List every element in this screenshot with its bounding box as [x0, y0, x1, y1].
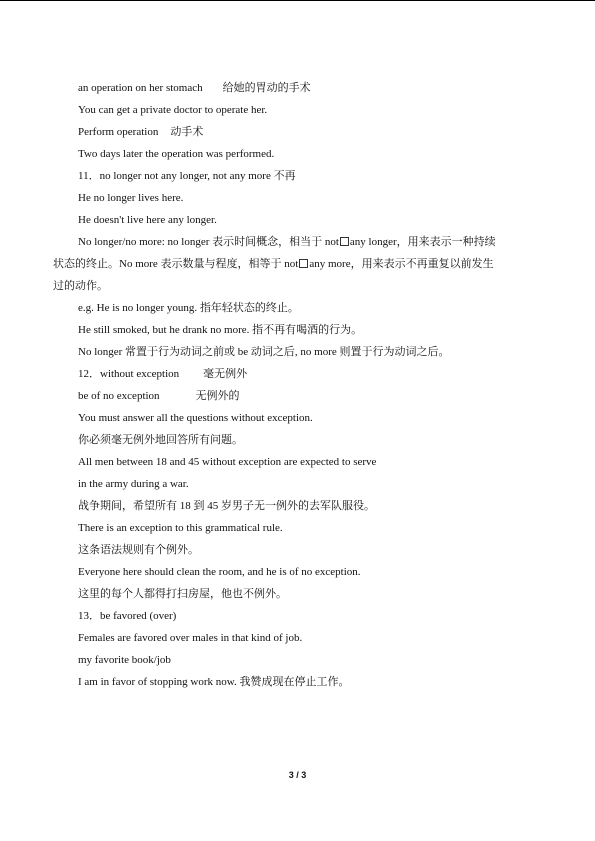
text-line: Two days later the operation was performed.	[78, 148, 275, 160]
text-line: 这里的每个人都得打扫房屋，他也不例外。	[78, 588, 287, 600]
text-line: Perform operation 动手术	[78, 126, 204, 138]
section-heading: 12．without exception 毫无例外	[78, 368, 248, 380]
section-heading: 11．no longer not any longer, not any more 不再	[78, 170, 296, 182]
text-line: All men between 18 and 45 without exception are expected to serve	[78, 456, 377, 468]
text-line: He still smoked, but he drank no more. 指不再有喝酒的行为。	[78, 324, 363, 336]
text-line: an operation on her stomach 给她的胃动的手术	[78, 82, 311, 94]
text-line: 这条语法规则有个例外。	[78, 544, 199, 556]
text-line: Everyone here should clean the room, and he is of no exception.	[78, 566, 361, 578]
text-line: You can get a private doctor to operate her.	[78, 104, 268, 116]
text-line: 过的动作。	[53, 280, 108, 292]
text-line: There is an exception to this grammatical rule.	[78, 522, 283, 534]
section-heading: 13．be favored (over)	[78, 610, 177, 622]
text-line: You must answer all the questions without exception.	[78, 412, 313, 424]
text-line: in the army during a war.	[78, 478, 189, 490]
text-line: 战争期间，希望所有 18 到 45 岁男子无一例外的去军队服役。	[78, 500, 375, 512]
text-line: 你必须毫无例外地回答所有问题。	[78, 434, 243, 446]
text-line: Females are favored over males in that kind of job.	[78, 632, 303, 644]
text-line: I am in favor of stopping work now. 我赞成现在停止工作。	[78, 676, 350, 688]
text-line: 状态的终止。No more 表示数量与程度，相等于 not any more，用来表示不再重复以前发生	[53, 258, 494, 270]
page-number: 3 / 3	[288, 770, 307, 780]
text-line: No longer 常置于行为动词之前或 be 动词之后, no more 则置于行为动词之后。	[78, 346, 450, 358]
box-glyph	[299, 259, 308, 268]
text-line: my favorite book/job	[78, 654, 171, 666]
text-line: No longer/no more: no longer 表示时间概念，相当于 not any longer，用来表示一种持续	[78, 236, 496, 248]
text-line: He doesn't live here any longer.	[78, 214, 217, 226]
text-line: He no longer lives here.	[78, 192, 184, 204]
box-glyph	[340, 237, 349, 246]
text-line: e.g. He is no longer young. 指年轻状态的终止。	[78, 302, 299, 314]
text-line: be of no exception 无例外的	[78, 390, 240, 402]
